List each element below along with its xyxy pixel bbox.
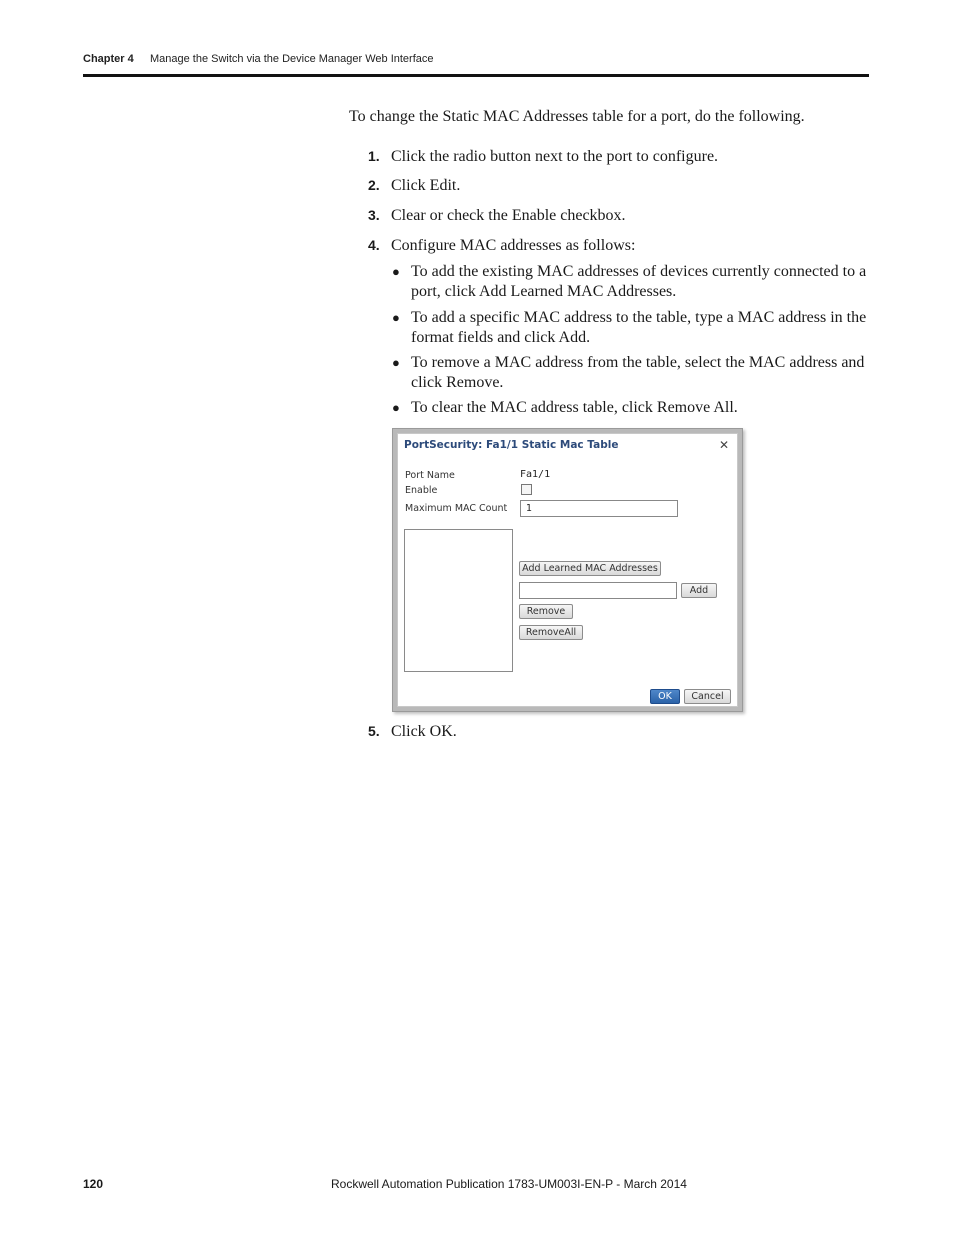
step-text: Click Edit. bbox=[391, 177, 461, 194]
bullet-item bbox=[392, 398, 868, 418]
step-2 bbox=[368, 177, 460, 195]
step-number: 5. bbox=[368, 723, 380, 739]
step-text: Clear or check the Enable checkbox. bbox=[391, 207, 626, 224]
max-mac-count-label: Maximum MAC Count bbox=[405, 503, 508, 514]
max-mac-count-input[interactable]: 1 bbox=[520, 500, 678, 517]
remove-button[interactable]: Remove bbox=[519, 604, 573, 619]
header-rule bbox=[83, 74, 869, 77]
bullet-dot: ● bbox=[392, 264, 400, 279]
add-button[interactable]: Add bbox=[681, 583, 717, 598]
bullet-text: To remove a MAC address from the table, select the MAC address and click Remove. bbox=[411, 354, 865, 391]
remove-all-button[interactable]: RemoveAll bbox=[519, 625, 583, 640]
step-text: Configure MAC addresses as follows: bbox=[391, 237, 636, 254]
bullet-text: To add a specific MAC address to the table, type a MAC address in the format fields and click Add. bbox=[411, 309, 867, 346]
bullet-dot: ● bbox=[392, 310, 400, 325]
dialog-title: PortSecurity: Fa1/1 Static Mac Table bbox=[404, 439, 619, 451]
bullet-dot: ● bbox=[392, 400, 400, 415]
ok-button[interactable]: OK bbox=[650, 689, 680, 704]
cancel-button[interactable]: Cancel bbox=[684, 689, 731, 704]
add-learned-mac-button[interactable]: Add Learned MAC Addresses bbox=[519, 561, 661, 576]
step-number: 1. bbox=[368, 148, 380, 164]
step-number: 3. bbox=[368, 207, 380, 223]
bullet-text: To clear the MAC address table, click Remove All. bbox=[411, 399, 738, 416]
mac-address-input[interactable] bbox=[519, 582, 677, 599]
step-4 bbox=[368, 237, 635, 255]
page-number: 120 bbox=[83, 1177, 104, 1191]
step-3 bbox=[368, 207, 626, 225]
bullet-dot: ● bbox=[392, 355, 400, 370]
step-text: Click the radio button next to the port to configure. bbox=[391, 148, 719, 165]
chapter-label: Chapter 4 bbox=[83, 53, 134, 65]
port-name-label: Port Name bbox=[405, 470, 455, 481]
publication-info: Rockwell Automation Publication 1783-UM003I-EN-P - March 2014 bbox=[331, 1177, 687, 1191]
step-text: Click OK. bbox=[391, 723, 457, 740]
mac-address-list[interactable] bbox=[404, 529, 513, 672]
bullet-item bbox=[392, 308, 868, 348]
bullet-item bbox=[392, 262, 868, 302]
dialog-body bbox=[397, 433, 738, 707]
step-5 bbox=[368, 723, 457, 741]
bullet-text: To add the existing MAC addresses of devices currently connected to a port, click Add Learned MAC Addresses. bbox=[411, 263, 867, 300]
enable-checkbox[interactable] bbox=[521, 484, 532, 495]
step-number: 2. bbox=[368, 177, 380, 193]
close-icon[interactable]: ✕ bbox=[718, 438, 729, 452]
static-mac-table-dialog bbox=[392, 428, 743, 712]
enable-label: Enable bbox=[405, 485, 438, 496]
intro-paragraph: To change the Static MAC Addresses table for a port, do the following. bbox=[349, 108, 805, 125]
port-name-value: Fa1/1 bbox=[520, 469, 551, 480]
chapter-title: Manage the Switch via the Device Manager Web Interface bbox=[150, 53, 434, 65]
step-number: 4. bbox=[368, 237, 380, 253]
bullet-item bbox=[392, 353, 868, 393]
step-1 bbox=[368, 148, 718, 166]
